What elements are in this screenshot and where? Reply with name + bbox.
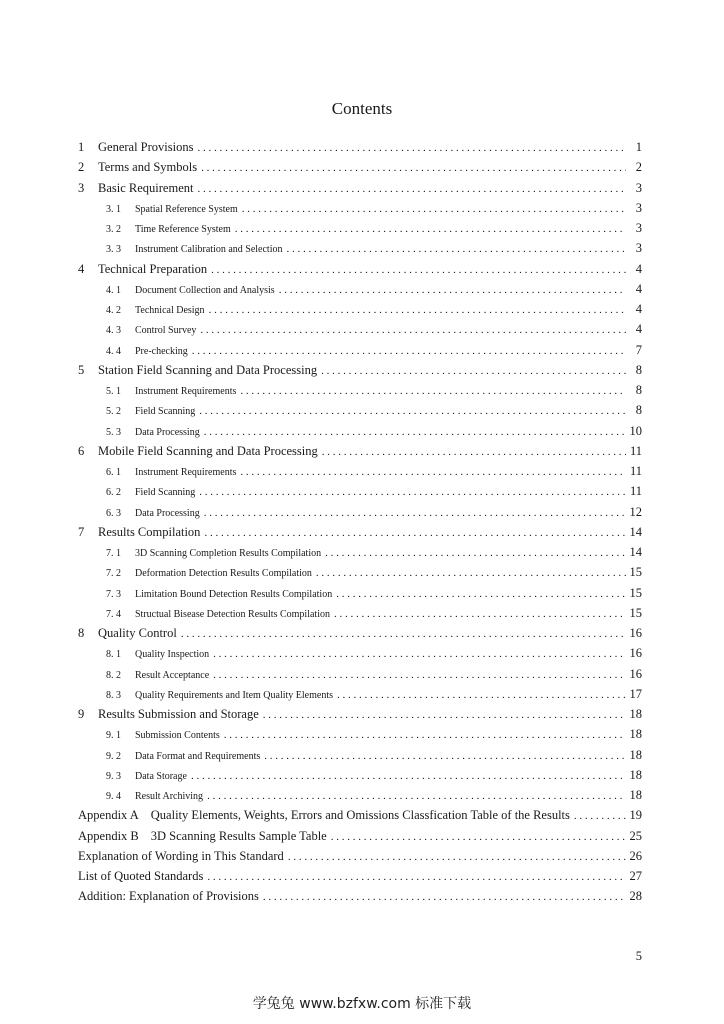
toc-section-entry[interactable]: [78, 484, 642, 504]
toc-dot-leader: [240, 466, 626, 478]
toc-entry-page: 16: [629, 626, 642, 640]
footer-watermark: 学兔兔 www.bzfxw.com 标准下载: [252, 996, 472, 1012]
toc-entry-page: 10: [629, 423, 642, 438]
toc-entry-title: Deformation Detection Results Compilation: [135, 568, 312, 580]
toc-section-entry[interactable]: [78, 302, 642, 322]
toc-chapter-entry[interactable]: [78, 525, 642, 545]
toc-dot-leader: [200, 324, 626, 336]
toc-dot-leader: [192, 345, 626, 357]
toc-entry-number: 8. 3: [106, 689, 121, 701]
page-number: 5: [635, 949, 642, 963]
toc-section-entry[interactable]: [78, 586, 642, 606]
toc-dot-leader: [316, 567, 626, 579]
toc-chapter-entry[interactable]: [78, 181, 642, 201]
toc-entry-page: 3: [635, 200, 642, 215]
toc-appendix-entry[interactable]: [78, 889, 642, 909]
toc-entry-page: 11: [629, 464, 642, 478]
toc-entry-title: Instrument Calibration and Selection: [135, 244, 283, 256]
toc-entry-page: 4: [635, 261, 642, 276]
toc-entry-title: Terms and Symbols: [98, 160, 198, 175]
toc-entry-number: 7. 4: [106, 608, 121, 620]
toc-dot-leader: [264, 750, 625, 762]
toc-entry-page: 19: [629, 808, 642, 823]
toc-appendix-entry[interactable]: [78, 849, 642, 869]
toc-section-entry[interactable]: [78, 667, 642, 687]
toc-dot-leader: [334, 608, 626, 620]
toc-dot-leader: [325, 547, 625, 559]
toc-entry-page: 11: [629, 484, 642, 499]
toc-dot-leader: [263, 709, 626, 721]
toc-entry-page: 8: [635, 383, 642, 397]
toc-chapter-entry[interactable]: [78, 363, 642, 383]
toc-dot-leader: [204, 527, 625, 539]
toc-section-entry[interactable]: [78, 788, 642, 808]
toc-entry-number: 7. 3: [106, 588, 121, 600]
toc-entry-page: 11: [629, 443, 642, 458]
toc-entry-number: 6. 3: [106, 507, 121, 519]
toc-section-entry[interactable]: [78, 646, 642, 666]
toc-dot-leader: [197, 142, 626, 154]
toc-entry-page: 18: [629, 767, 642, 782]
toc-entry-title: Instrument Requirements: [135, 467, 237, 478]
toc-entry-number: 7. 2: [106, 568, 121, 580]
toc-entry-title: Results Compilation: [98, 524, 201, 539]
toc-appendix-entry[interactable]: [78, 869, 642, 889]
toc-entry-title: Explanation of Wording in This Standard: [78, 848, 284, 863]
toc-entry-title: Field Scanning: [135, 487, 196, 499]
toc-entry-number: 6. 1: [106, 467, 121, 478]
toc-entry-title: Submission Contents: [135, 730, 220, 742]
toc-entry-title: Result Archiving: [135, 791, 204, 802]
toc-entry-page: 4: [635, 322, 642, 337]
toc-section-entry[interactable]: [78, 424, 642, 444]
toc-dot-leader: [331, 831, 626, 843]
toc-chapter-entry[interactable]: [78, 444, 642, 464]
toc-entry-title: Results Submission and Storage: [98, 707, 259, 721]
toc-section-entry[interactable]: [78, 545, 642, 565]
toc-section-entry[interactable]: [78, 565, 642, 585]
toc-dot-leader: [240, 385, 626, 397]
toc-dot-leader: [263, 891, 626, 903]
toc-dot-leader: [337, 689, 625, 701]
toc-dot-leader: [201, 162, 626, 174]
toc-entry-title: Data Storage: [135, 770, 187, 782]
toc-entry-title: Instrument Requirements: [135, 386, 237, 397]
page-title: Contents: [331, 99, 393, 118]
toc-entry-title: Structual Bisease Detection Results Compilation: [135, 608, 330, 620]
toc-entry-title: Document Collection and Analysis: [135, 284, 275, 296]
toc-section-entry[interactable]: [78, 464, 642, 484]
toc-dot-leader: [336, 588, 625, 600]
toc-dot-leader: [181, 628, 626, 640]
toc-dot-leader: [286, 243, 626, 255]
toc-entry-title: Result Acceptance: [135, 669, 210, 681]
toc-entry-title: Technical Design: [135, 305, 205, 316]
toc-dot-leader: [224, 729, 626, 741]
toc-entry-title: Quality Inspection: [135, 649, 210, 661]
toc-entry-title: Quality Requirements and Item Quality Elements: [135, 689, 334, 701]
toc-entry-page: 27: [629, 869, 642, 883]
toc-entry-title: Control Survey: [135, 325, 197, 337]
toc-dot-leader: [322, 446, 626, 458]
toc-dot-leader: [204, 426, 626, 438]
toc-dot-leader: [242, 203, 626, 215]
toc-entry-number: 3. 2: [106, 224, 121, 235]
toc-entry-page: 17: [629, 686, 642, 701]
toc-entry-number: 9. 4: [106, 791, 121, 802]
toc-dot-leader: [574, 810, 626, 822]
toc-dot-leader: [207, 790, 625, 802]
toc-entry-number: 3: [78, 180, 85, 195]
toc-entry-page: 25: [629, 828, 642, 843]
toc-entry-number: 8. 2: [106, 669, 121, 681]
toc-entry-number: 3. 1: [106, 203, 121, 215]
toc-entry-number: 9. 3: [106, 770, 121, 782]
toc-entry-page: 3: [635, 221, 642, 235]
toc-entry-title: Data Processing: [135, 507, 200, 519]
toc-entry-title: Station Field Scanning and Data Processing: [98, 362, 318, 377]
toc-entry-number: 4. 4: [106, 345, 121, 357]
toc-entry-page: 12: [629, 504, 642, 519]
toc-entry-number: 1: [78, 140, 85, 154]
toc-entry-title: Time Reference System: [135, 224, 231, 235]
toc-appendix-entry[interactable]: [78, 829, 642, 849]
toc-dot-leader: [199, 486, 626, 498]
toc-section-entry[interactable]: [78, 687, 642, 707]
toc-dot-leader: [321, 365, 626, 377]
toc-entry-title: Basic Requirement: [98, 180, 194, 195]
toc-entry-page: 2: [635, 160, 642, 175]
toc-entry-title: 3D Scanning Completion Results Compilation: [135, 548, 322, 559]
toc-entry-page: 3: [635, 241, 642, 256]
toc-entry-page: 18: [629, 707, 642, 721]
toc-section-entry[interactable]: [78, 322, 642, 342]
toc-chapter-entry[interactable]: [78, 160, 642, 180]
toc-entry-title: List of Quoted Standards: [78, 869, 204, 883]
toc-entry-page: 7: [635, 342, 642, 357]
toc-entry-number: 4. 1: [106, 284, 121, 296]
toc-dot-leader: [209, 304, 626, 316]
toc-entry-page: 18: [629, 747, 642, 762]
toc-entry-number: 5. 1: [106, 386, 121, 397]
toc-entry-number: 9. 1: [106, 730, 121, 742]
toc-entry-number: Appendix B: [78, 828, 139, 843]
toc-entry-page: 15: [629, 605, 642, 620]
toc-entry-page: 4: [635, 281, 642, 296]
toc-entry-number: 5. 3: [106, 426, 121, 438]
toc-chapter-entry[interactable]: [78, 626, 642, 646]
toc-entry-title: Quality Control: [98, 626, 177, 640]
toc-section-entry[interactable]: [78, 403, 642, 423]
toc-entry-number: 4. 2: [106, 305, 121, 316]
toc-entry-number: 9: [78, 707, 85, 721]
toc-dot-leader: [204, 507, 626, 519]
toc-dot-leader: [211, 264, 626, 276]
toc-dot-leader: [197, 183, 626, 195]
toc-entry-number: 6: [78, 443, 85, 458]
toc-entry-number: 4. 3: [106, 325, 121, 337]
toc-entry-title: Spatial Reference System: [135, 203, 238, 215]
toc-section-entry[interactable]: [78, 727, 642, 747]
toc-entry-title: Quality Elements, Weights, Errors and Omissions Classfication Table of the Results: [150, 808, 570, 823]
toc-dot-leader: [199, 405, 626, 417]
toc-entry-page: 15: [629, 565, 642, 580]
toc-dot-leader: [235, 223, 626, 235]
toc-section-entry[interactable]: [78, 505, 642, 525]
toc-section-entry[interactable]: [78, 282, 642, 302]
toc-entry-page: 26: [629, 848, 642, 863]
table-of-contents: [78, 140, 642, 910]
toc-entry-page: 14: [629, 545, 642, 559]
toc-entry-number: 5: [78, 362, 85, 377]
toc-entry-page: 28: [629, 889, 642, 904]
toc-section-entry[interactable]: [78, 383, 642, 403]
toc-entry-page: 16: [629, 666, 642, 681]
toc-entry-page: 8: [635, 403, 642, 418]
toc-entry-title: 3D Scanning Results Sample Table: [150, 828, 327, 843]
toc-entry-number: 3. 3: [106, 244, 121, 256]
toc-entry-page: 14: [629, 524, 642, 539]
toc-entry-page: 3: [635, 180, 642, 195]
toc-entry-page: 8: [635, 362, 642, 377]
toc-entry-title: Limitation Bound Detection Results Compilation: [135, 588, 333, 600]
toc-entry-number: 8: [78, 626, 85, 640]
toc-entry-number: 7. 1: [106, 548, 121, 559]
toc-chapter-entry[interactable]: [78, 707, 642, 727]
toc-section-entry[interactable]: [78, 221, 642, 241]
toc-entry-title: Technical Preparation: [98, 261, 208, 276]
toc-chapter-entry[interactable]: [78, 262, 642, 282]
toc-entry-number: 9. 2: [106, 750, 121, 762]
toc-entry-page: 15: [629, 585, 642, 600]
toc-entry-page: 18: [629, 788, 642, 802]
toc-dot-leader: [213, 669, 625, 681]
toc-section-entry[interactable]: [78, 201, 642, 221]
toc-entry-page: 16: [629, 646, 642, 661]
toc-entry-number: 8. 1: [106, 649, 121, 661]
toc-dot-leader: [288, 851, 626, 863]
toc-entry-number: 6. 2: [106, 487, 121, 499]
toc-dot-leader: [279, 284, 626, 296]
toc-section-entry[interactable]: [78, 343, 642, 363]
toc-entry-number: 5. 2: [106, 406, 121, 418]
toc-entry-title: General Provisions: [98, 140, 194, 154]
toc-entry-title: Data Processing: [135, 426, 200, 438]
toc-section-entry[interactable]: [78, 241, 642, 261]
toc-entry-title: Field Scanning: [135, 406, 196, 418]
toc-entry-title: Addition: Explanation of Provisions: [78, 889, 259, 904]
toc-dot-leader: [191, 770, 626, 782]
toc-dot-leader: [213, 648, 625, 660]
toc-entry-title: Data Format and Requirements: [135, 750, 261, 762]
toc-dot-leader: [207, 871, 625, 883]
toc-section-entry[interactable]: [78, 768, 642, 788]
toc-entry-number: 4: [78, 261, 85, 276]
toc-entry-number: Appendix A: [78, 808, 139, 823]
toc-appendix-entry[interactable]: [78, 808, 642, 828]
toc-section-entry[interactable]: [78, 606, 642, 626]
toc-entry-number: 2: [78, 160, 85, 175]
toc-section-entry[interactable]: [78, 748, 642, 768]
toc-chapter-entry[interactable]: [78, 140, 642, 160]
toc-entry-page: 18: [629, 727, 642, 742]
toc-entry-page: 1: [635, 140, 642, 154]
toc-entry-title: Pre-checking: [135, 345, 188, 357]
toc-entry-page: 4: [635, 302, 642, 316]
toc-entry-title: Mobile Field Scanning and Data Processing: [98, 443, 318, 458]
toc-entry-number: 7: [78, 524, 85, 539]
